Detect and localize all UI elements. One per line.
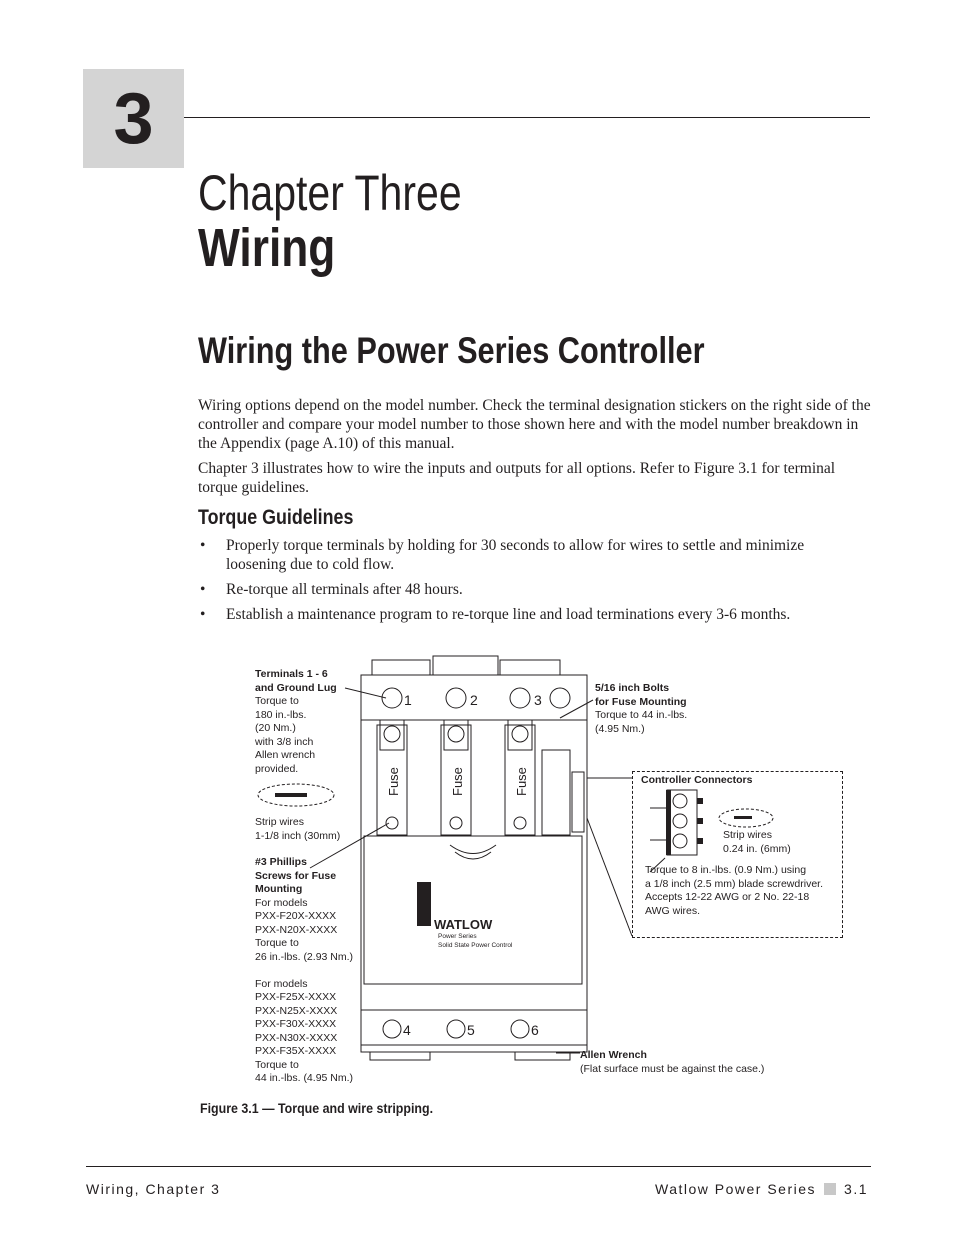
top-tab — [500, 660, 560, 675]
subsection-title: Torque Guidelines — [198, 506, 354, 529]
terminals-callout — [255, 668, 365, 776]
callout-line: PXX-F25X-XXXX — [255, 991, 337, 1003]
callout-line: PXX-N20X-XXXX — [255, 923, 338, 936]
callout-line: (Flat surface must be against the case.) — [580, 1062, 765, 1075]
chapter-title: Chapter Three — [198, 165, 462, 221]
callout-heading: Controller Connectors — [641, 774, 753, 786]
callout-line: PXX-F35X-XXXX — [255, 1045, 337, 1057]
top-tab — [433, 656, 498, 675]
fuse-label: Fuse — [450, 767, 465, 796]
product-name: Power Series — [438, 933, 477, 940]
connector-strip — [572, 772, 584, 832]
terminal-number: 6 — [531, 1022, 539, 1038]
wire-insulation — [275, 793, 307, 797]
bottom-tab — [370, 1052, 570, 1060]
callout-heading: Mounting — [255, 883, 303, 895]
callout-line: Torque to — [255, 695, 299, 707]
bullet-marker: • — [200, 581, 206, 598]
footer-separator-square — [824, 1183, 836, 1195]
bolts-callout — [595, 682, 715, 736]
bottom-rule — [86, 1166, 871, 1167]
callout-line: PXX-F20X-XXXX — [255, 910, 337, 922]
figure-reference-paragraph: Chapter 3 illustrates how to wire the inputs and outputs for all options. Refer to Figure 3.1 for terminal torque guidelines. — [198, 460, 836, 496]
cover-vent — [450, 845, 496, 854]
terminal-4 — [383, 1020, 401, 1038]
callout-line: Torque to — [255, 937, 299, 949]
bullet-text: Establish a maintenance program to re-torque line and load terminations every 3-6 months. — [226, 606, 791, 623]
controller-housing — [361, 675, 587, 1045]
terminal-2 — [446, 688, 466, 708]
bullet-text: Properly torque terminals by holding for 30 seconds to allow for wires to settle and minimize loosening due to cold flow. — [226, 537, 805, 573]
callout-heading: 5/16 inch Bolts — [595, 682, 670, 694]
top-tab — [372, 660, 430, 675]
callout-line: Torque to 44 in.-lbs. — [595, 709, 688, 721]
terminal-number: 4 — [403, 1022, 411, 1038]
connectors-torque-text — [645, 864, 841, 918]
callout-line: 0.24 in. (6mm) — [723, 842, 791, 855]
callout-heading: Allen Wrench — [580, 1049, 647, 1061]
figure-caption: Figure 3.1 — Torque and wire stripping. — [200, 1101, 434, 1116]
callout-line: Allen wrench — [255, 749, 316, 761]
strip-wires-left-callout — [255, 816, 365, 843]
section-title: Wiring the Power Series Controller — [198, 330, 705, 371]
callout-line: PXX-N30X-XXXX — [255, 1031, 338, 1044]
allen-wrench-callout — [580, 1049, 820, 1076]
callout-line: Torque to — [255, 1058, 299, 1071]
callout-line: For models — [255, 977, 308, 990]
control-board — [542, 750, 570, 835]
bullet-marker: • — [200, 537, 206, 554]
callout-line: (4.95 Nm.) — [595, 722, 645, 735]
terminal-5 — [447, 1020, 465, 1038]
chapter-subtitle: Wiring — [198, 218, 336, 278]
page-number: 3.1 — [844, 1181, 868, 1197]
callout-line: PXX-N25X-XXXX — [255, 1004, 338, 1017]
callout-heading: Terminals 1 - 6 — [255, 668, 328, 680]
fuse-label: Fuse — [514, 767, 529, 796]
footer-left: Wiring, Chapter 3 — [86, 1181, 221, 1197]
logo-bar — [417, 882, 431, 926]
callout-line: with 3/8 inch — [255, 735, 314, 748]
front-cover — [364, 836, 582, 984]
callout-heading: #3 Phillips — [255, 856, 307, 868]
phillips-screw — [386, 817, 398, 829]
terminal-number: 1 — [404, 692, 412, 708]
leader-line — [587, 818, 632, 936]
phillips-screw — [450, 817, 462, 829]
callout-line: Strip wires — [255, 816, 305, 828]
callout-line: 26 in.-lbs. (2.93 Nm.) — [255, 950, 354, 963]
fuse-label: Fuse — [386, 767, 401, 796]
callout-line: Torque to 8 in.-lbs. (0.9 Nm.) using — [645, 864, 807, 876]
callout-line: 44 in.-lbs. (4.95 Nm.) — [255, 1072, 354, 1084]
callout-heading: for Fuse Mounting — [595, 695, 687, 708]
terminal-number: 3 — [534, 692, 542, 708]
callout-heading: and Ground Lug — [255, 681, 337, 694]
intro-paragraph: Wiring options depend on the model number. Check the terminal designation stickers on the right side of the controller and compare your model number to those shown here and with the model number breakdown in the Appendix (page A.10) of this manual. — [198, 397, 871, 452]
terminal-6 — [511, 1020, 529, 1038]
callout-line: PXX-F30X-XXXX — [255, 1018, 337, 1030]
callout-line: Strip wires — [723, 829, 773, 841]
footer-right — [655, 1181, 868, 1197]
footer-product: Watlow Power Series — [655, 1181, 817, 1197]
callout-line: (20 Nm.) — [255, 722, 296, 734]
callout-line: 1-1/8 inch (30mm) — [255, 829, 341, 842]
terminal-number: 2 — [470, 692, 478, 708]
ground-lug — [550, 688, 570, 708]
callout-line: provided. — [255, 762, 299, 775]
phillips-callout — [255, 856, 365, 1086]
fuse-bolt — [512, 726, 528, 742]
callout-line: AWG wires. — [645, 904, 701, 917]
callout-line: 180 in.-lbs. — [255, 708, 307, 721]
callout-line: For models — [255, 896, 308, 909]
callout-heading: Screws for Fuse — [255, 869, 337, 882]
fuse-bolt — [448, 726, 464, 742]
chapter-number: 3 — [113, 78, 154, 159]
bullet-text: Re-torque all terminals after 48 hours. — [226, 581, 463, 598]
leader-line — [560, 700, 593, 718]
bullet-marker: • — [200, 606, 206, 623]
terminal-number: 5 — [467, 1022, 475, 1038]
phillips-screw — [514, 817, 526, 829]
terminal-3 — [510, 688, 530, 708]
callout-line: a 1/8 inch (2.5 mm) blade screwdriver. — [645, 877, 823, 890]
callout-line: Accepts 12-22 AWG or 2 No. 22-18 — [645, 891, 810, 903]
watlow-logo: WATLOW — [434, 917, 493, 932]
fuse-bolt — [384, 726, 400, 742]
connectors-heading-text — [641, 774, 837, 788]
strip-wires-right-callout — [723, 829, 833, 856]
product-description: Solid State Power Control — [438, 942, 513, 949]
